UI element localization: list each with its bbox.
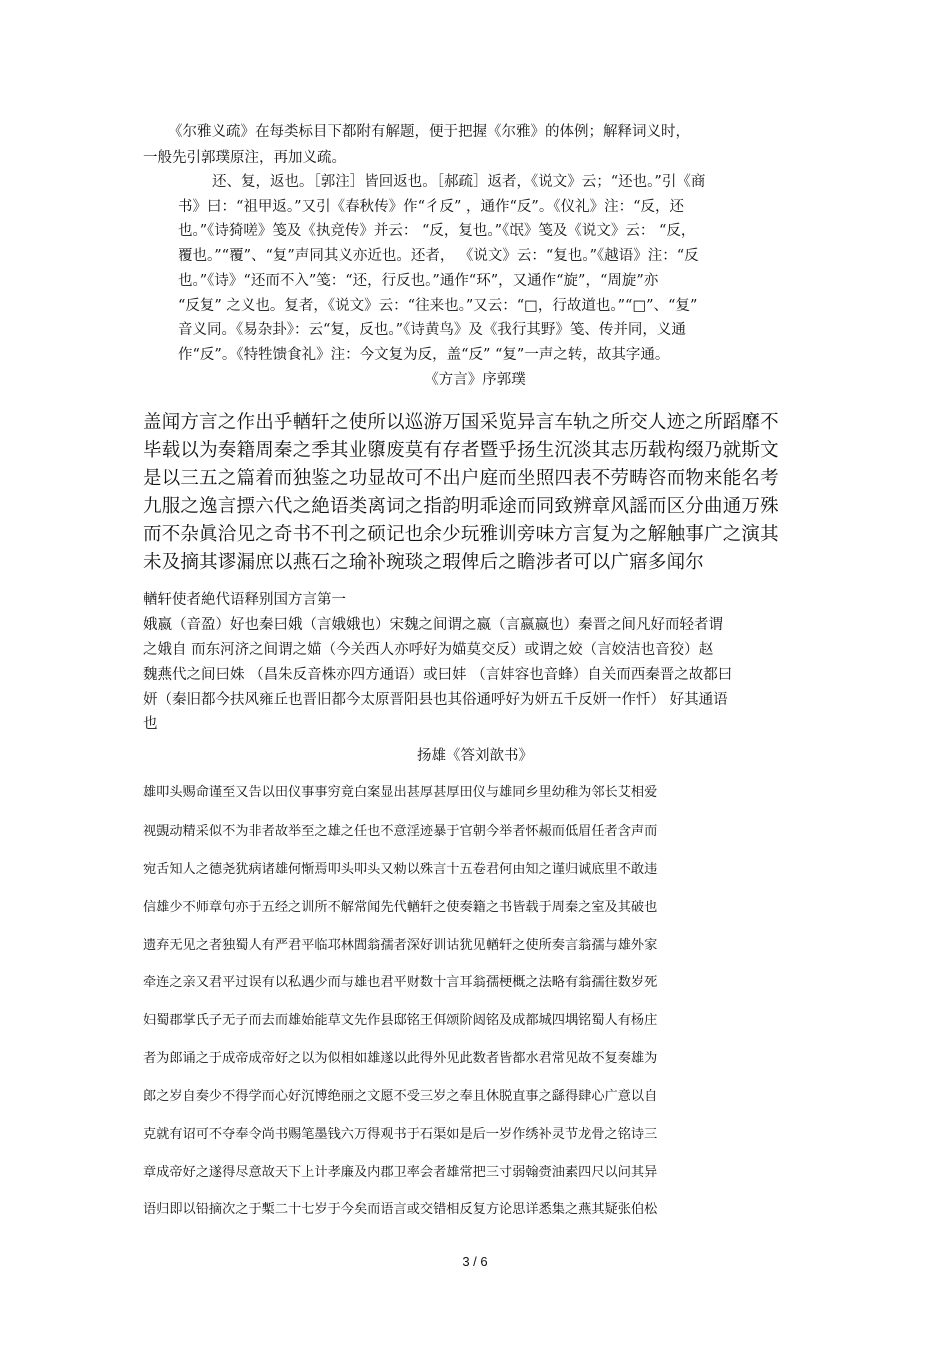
letter-line: 牵连之亲又君平过误有以私遇少而与雄也君平财数十言耳翁孺梗概之法略有翁孺往数岁死: [143, 975, 658, 990]
letter-line: 章成帝好之遂得尽意故天下上计孝廉及内郡卫率会者雄常把三寸弱翰赍油素四尺以问其异: [143, 1165, 658, 1180]
letter-line: 信雄少不师章句亦于五经之训所不解常闻先代輶轩之使奏籍之书皆载于周秦之室及其破也: [143, 900, 658, 915]
preface-line: 毕载以为奏籍周秦之季其业隳废莫有存者暨乎扬生沉淡其志历载构缀乃就斯文: [143, 440, 779, 461]
quote-line: 也。”《诗》“还而不入”笺：“还，行反也。”通作“环”，又通作“旋”，“周旋”亦: [178, 273, 659, 289]
letter-line: 语归即以铅摘次之于槧二十七岁于今矣而语言或交错相反复方论思详悉集之燕其疑张伯松: [143, 1202, 658, 1217]
preface-title: 《方言》序郭璞: [424, 372, 526, 388]
quote-line: 也。”《诗猗嗟》笺及《执竞传》并云： “反，复也。”《氓》笺及《说文》云： “反，: [178, 223, 696, 239]
letter-line: 遗弃无见之者独蜀人有严君平临邛林閭翁孺者深好训诂犹见輶轩之使所奏言翁孺与雄外家: [143, 938, 658, 953]
intro-line: 《尔雅义疏》在每类标目下都附有解题，便于把握《尔雅》的体例；解释词义时，: [168, 124, 690, 140]
letter-line: 克就有诏可不夺奉令尚书赐笔墨钱六万得观书于石渠如是后一岁作绣补灵节龙骨之铭诗三: [143, 1127, 658, 1142]
quote-line: 覆也。”“覆”、“复”声同其义亦近也。还者， 《说文》云：“复也。”《越语》注：“反: [178, 248, 699, 264]
preface-line: 盖闻方言之作出乎輶轩之使所以巡游万国采览异言车轨之所交人迹之所蹈靡不: [143, 412, 779, 433]
quote-line: 音义同。《易杂卦》：云“复，反也。”《诗黄鸟》及《我行其野》笺、传并同，义通: [178, 322, 686, 338]
quote-line: “反复” 之义也。复者，《说文》云：“往来也。”又云：“□，行故道也。”“□”、“复”: [178, 298, 698, 314]
preface-line: 是以三五之篇着而独鉴之功显故可不出户庭而坐照四表不劳畴咨而物来能名考: [143, 468, 779, 489]
preface-line: 而不杂眞洽见之奇书不刊之硕记也余少玩雅训旁味方言复为之解触事广之演其: [143, 524, 779, 545]
intro-line: 一般先引郭璞原注，再加义疏。: [143, 150, 346, 166]
quote-line: 还、复，返也。［郭注］皆回返也。［郝疏］返者，《说文》云；“还也。”引《商: [212, 174, 706, 190]
letter-line: 宛舌知人之德尧犹病诸雄何惭焉叩头叩头又勑以殊言十五卷君何由知之谨归诚底里不敢违: [143, 862, 658, 877]
page-number: 3 / 6: [462, 1254, 488, 1269]
letter-line: 郎之岁自奏少不得学而心好沉博绝丽之文愿不受三岁之奉且休脱直事之繇得肆心广意以自: [143, 1089, 658, 1104]
preface-line: 未及摘其谬漏庶以燕石之瑜补琬琰之瑕俾后之瞻涉者可以广寤多闻尔: [143, 552, 705, 573]
chapter-line: 也: [143, 716, 158, 732]
letter-line: 妇蜀郡掌氏子无子而去而雄始能草文先作县邸铭王佴颂阶闼铭及成都城四堣铭蜀人有杨庄: [143, 1013, 658, 1028]
chapter-title: 輶轩使者絶代语释别国方言第一: [143, 592, 346, 608]
preface-line: 九服之逸言摽六代之絶语类离词之指韵明乖途而同致辨章风謡而区分曲通万殊: [143, 496, 779, 517]
letter-line: 雄叩头赐命谨至又告以田仪事事穷竟白案显出甚厚甚厚田仪与雄同乡里幼稚为邻长艾相爱: [143, 785, 658, 800]
letter-line: 视覬动精采似不为非者故举至之雄之任也不意淫迹暴于官朝今举者怀赧而低眉任者含声而: [143, 824, 658, 839]
chapter-line: 魏燕代之间曰姝 （昌朱反音株亦四方通语）或曰妦 （言妦容也音蜂）自关而西秦晋之故都曰: [143, 667, 733, 683]
letter-line: 者为郎诵之于成帝成帝好之以为似相如雄遂以此得外见此数者皆都水君常见故不复奏雄为: [143, 1051, 658, 1066]
quote-line: 书》曰：“祖甲返。”又引《春秋传》作“彳反” ，通作“反”。《仪礼》注：“反，还: [178, 199, 684, 215]
chapter-line: 之娥自 而东河济之间谓之媌（今关西人亦呼好为媌莫交反）或谓之姣（言姣洁也音狡）赵: [143, 642, 714, 658]
chapter-line: 妍（秦旧都今扶风雍丘也晋旧都今太原晋阳县也其俗通呼好为妍五千反妍一作忏） 好其通语: [143, 692, 728, 708]
quote-line: 作“反”。《特牲馈食礼》注：今文复为反，盖“反” “复”一声之转，故其字通。: [178, 347, 670, 363]
letter-title: 扬雄《答刘歆书》: [417, 748, 533, 764]
chapter-line: 娥嬴（音盈）好也秦曰娥（言娥娥也）宋魏之间谓之嬴（言嬴嬴也）秦晋之间凡好而轻者谓: [143, 617, 723, 633]
